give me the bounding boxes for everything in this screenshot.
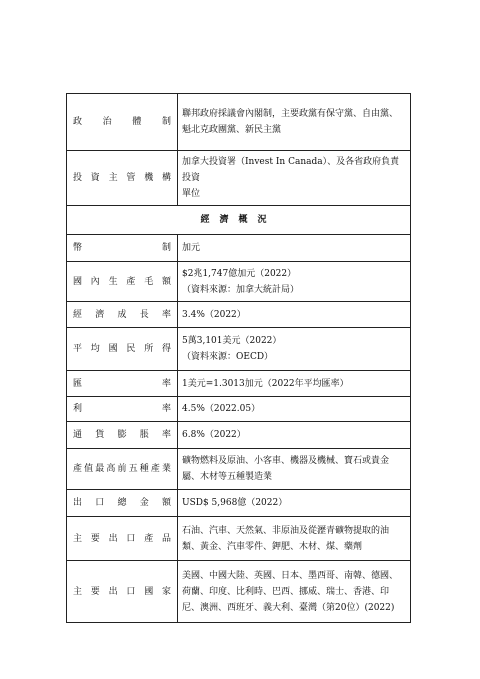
row-value bbox=[178, 371, 411, 397]
value-line: 石油、汽車、天然氣、非原油及從瀝青礦物提取的油 bbox=[182, 525, 390, 536]
value-line: 聯邦政府採議會內閣制，主要政黨有保守黨、自由黨、 bbox=[182, 109, 399, 119]
value-line: $2兆1,747億加元（2022） bbox=[182, 268, 297, 279]
row-label: 國內生產毛額 bbox=[67, 262, 178, 302]
table-row bbox=[67, 449, 411, 490]
row-value bbox=[178, 302, 411, 328]
row-value bbox=[178, 397, 411, 422]
row-label: 經濟成長率 bbox=[67, 302, 178, 328]
row-value bbox=[178, 328, 411, 371]
value-line: 荷蘭、印度、比利時、巴西、挪威、瑞士、香港、印 bbox=[182, 586, 390, 597]
value-line: 6.8%（2022） bbox=[182, 430, 246, 440]
value-line: （資料來源：OECD） bbox=[182, 352, 274, 362]
section-header-row bbox=[67, 206, 411, 235]
value-line: 礦物燃料及原油、小客車、機器及機械、寶石或貴金 bbox=[182, 456, 390, 466]
row-value bbox=[178, 517, 411, 561]
row-label: 產值最高前五種產業 bbox=[67, 449, 178, 490]
row-value bbox=[178, 235, 411, 262]
row-value bbox=[178, 262, 411, 302]
row-label: 主要出口產品 bbox=[67, 517, 178, 561]
row-value bbox=[178, 490, 411, 517]
row-label: 通貨膨脹率 bbox=[67, 422, 178, 449]
table-row bbox=[67, 262, 411, 302]
row-label: 出口總金額 bbox=[67, 490, 178, 517]
row-label: 政治體制 bbox=[67, 94, 178, 151]
row-label: 投資主管機構 bbox=[67, 151, 178, 206]
value-line: （資料來源：加拿大統計局） bbox=[182, 284, 300, 295]
table-row bbox=[67, 397, 411, 422]
value-line: 美國、中國大陸、英國、日本、墨西哥、南韓、德國、 bbox=[182, 570, 399, 581]
table-row bbox=[67, 328, 411, 371]
value-line: 4.5%（2022.05） bbox=[182, 404, 261, 414]
row-value bbox=[178, 422, 411, 449]
value-line: 單位 bbox=[182, 189, 201, 199]
value-line: 1美元=1.3013加元（2022年平均匯率） bbox=[182, 378, 349, 389]
table-row bbox=[67, 517, 411, 561]
row-value bbox=[178, 94, 411, 151]
table-row bbox=[67, 151, 411, 206]
table-row bbox=[67, 235, 411, 262]
value-line: USD$ 5,968億（2022） bbox=[182, 498, 288, 508]
table-row bbox=[67, 422, 411, 449]
value-line: 類、黃金、汽車零件、鉀肥、木材、煤、藥劑 bbox=[182, 541, 363, 552]
section-title: 經濟概況 bbox=[67, 206, 411, 235]
value-line: 加元 bbox=[182, 243, 201, 253]
value-line: 尼、澳洲、西班牙、義大利、臺灣（第20位）(2022) bbox=[182, 602, 395, 613]
value-line: 3.4%（2022） bbox=[182, 309, 246, 320]
row-label: 幣制 bbox=[67, 235, 178, 262]
row-label: 利率 bbox=[67, 397, 178, 422]
row-value bbox=[178, 151, 411, 206]
table-row bbox=[67, 490, 411, 517]
row-label: 主要出口國家 bbox=[67, 561, 178, 623]
value-line: 5萬3,101美元（2022） bbox=[182, 336, 282, 346]
value-line: 屬、木材等五種製造業 bbox=[182, 472, 273, 482]
table-row bbox=[67, 371, 411, 397]
row-value bbox=[178, 561, 411, 623]
table-row bbox=[67, 302, 411, 328]
table-row bbox=[67, 561, 411, 623]
value-line: 加拿大投資署（Invest In Canada）、及各省政府負責投資 bbox=[182, 157, 400, 183]
row-label: 匯率 bbox=[67, 371, 178, 397]
country-profile-table bbox=[66, 93, 411, 623]
value-line: 魁北克政團黨、新民主黨 bbox=[182, 125, 282, 135]
row-label: 平均國民所得 bbox=[67, 328, 178, 371]
row-value bbox=[178, 449, 411, 490]
table-row bbox=[67, 94, 411, 151]
